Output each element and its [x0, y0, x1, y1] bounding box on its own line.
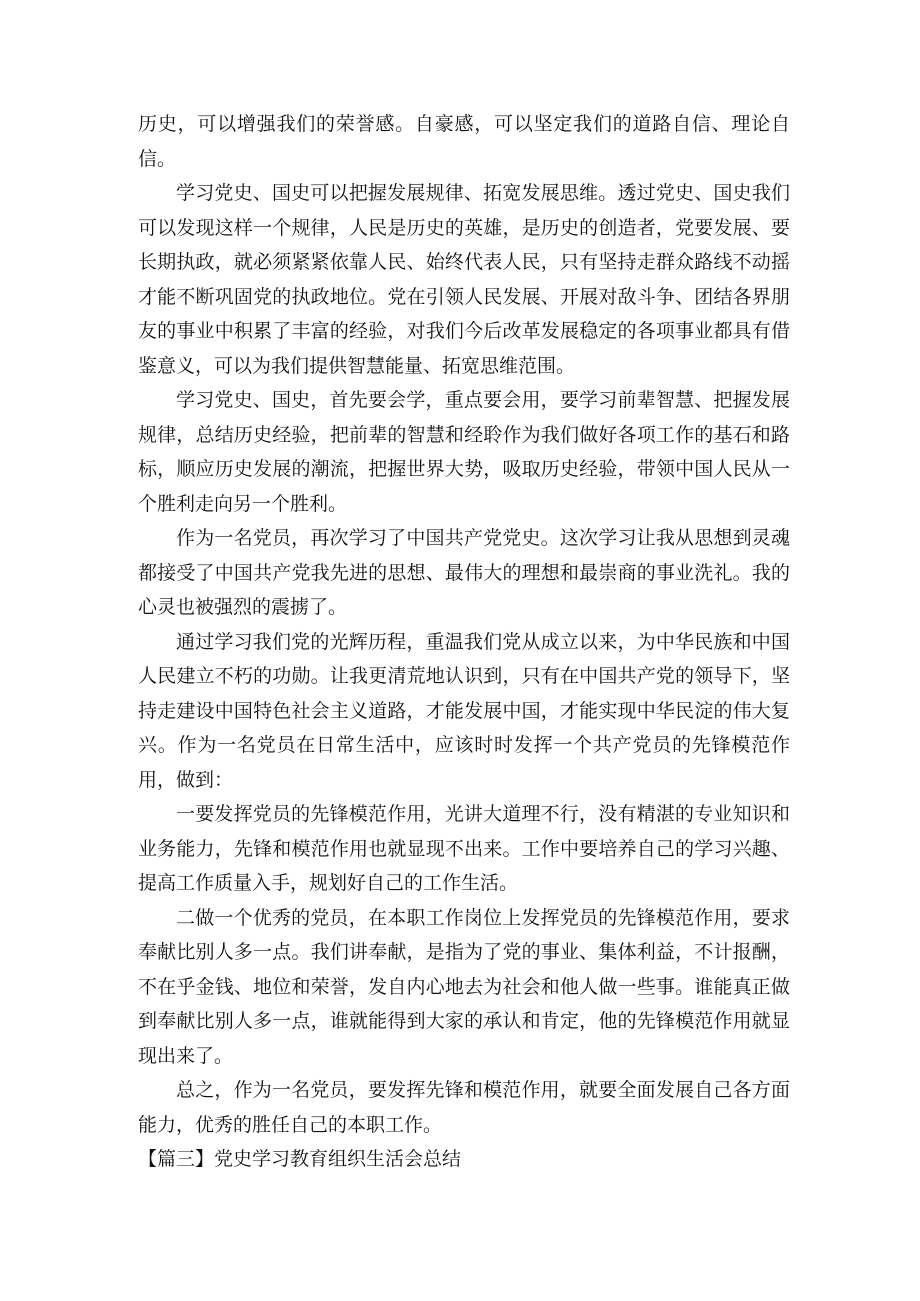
- paragraph-4: 作为一名党员，再次学习了中国共产党党史。这次学习让我从思想到灵魂都接受了中国共产党我先进的思想、最伟大的理想和最崇商的事业洗礼。我的心灵也被强烈的震掳了。: [138, 527, 790, 618]
- section-heading: 【篇三】党史学习教育组织生活会总结: [138, 1148, 462, 1170]
- paragraph-7: 二做一个优秀的党员，在本职工作岗位上发挥党员的先锋模范作用，要求奉献比别人多一点。我们讲奉献，是指为了党的事业、集体利益，不计报酬，不在乎金钱、地位和荣誉，发自内心地去为社会和他人做一些事。谁能真正做到奉献比别人多一点，谁就能得到大家的承认和肯定，他的先锋模范作用就显现出来了。: [138, 906, 790, 1067]
- paragraph-6: 一要发挥党员的先锋模范作用，光讲大道理不行，没有精湛的专业知识和业务能力，先锋和模范作用也就显现不出来。工作中要培养自己的学习兴趣、提高工作质量入手，规划好自己的工作生活。: [138, 803, 790, 894]
- paragraph-1: 历史，可以增强我们的荣誉感。自豪感，可以坚定我们的道路自信、理论自信。: [138, 113, 790, 170]
- paragraph-8: 总之，作为一名党员，要发挥先锋和模范作用，就要全面发展自己各方面能力，优秀的胜任自己的本职工作。: [138, 1079, 790, 1136]
- document-page: [138, 107, 790, 1177]
- paragraph-3: 学习党史、国史，首先要会学，重点要会用，要学习前辈智慧、把握发展规律，总结历史经验，把前辈的智慧和经聆作为我们做好各项工作的基石和路标，顺应历史发展的潮流，把握世界大势，吸取历史经验，带领中国人民从一个胜利走向另一个胜利。: [138, 389, 790, 515]
- paragraph-2: 学习党史、国史可以把握发展规律、拓宽发展思维。透过党史、国史我们可以发现这样一个规律，人民是历史的英雄，是历史的创造者，党要发展、要长期执政，就必须紧紧依靠人民、始终代表人民，只有坚持走群众路线不动摇才能不断巩固党的执政地位。党在引领人民发展、开展对敌斗争、团结各界朋友的事业中积累了丰富的经验，对我们今后改革发展稳定的各项事业都具有借鉴意义，可以为我们提供智慧能量、拓宽思维范围。: [138, 182, 790, 377]
- paragraph-5: 通过学习我们党的光辉历程，重温我们党从成立以来，为中华民族和中国人民建立不朽的功勋。让我更清荒地认识到，只有在中国共产党的领导下，坚持走建设中国特色社会主义道路，才能发展中国，才能实现中华民淀的伟大复兴。作为一名党员在日常生活中，应该时时发挥一个共产党员的先锋模范作用，做到：: [138, 630, 790, 791]
